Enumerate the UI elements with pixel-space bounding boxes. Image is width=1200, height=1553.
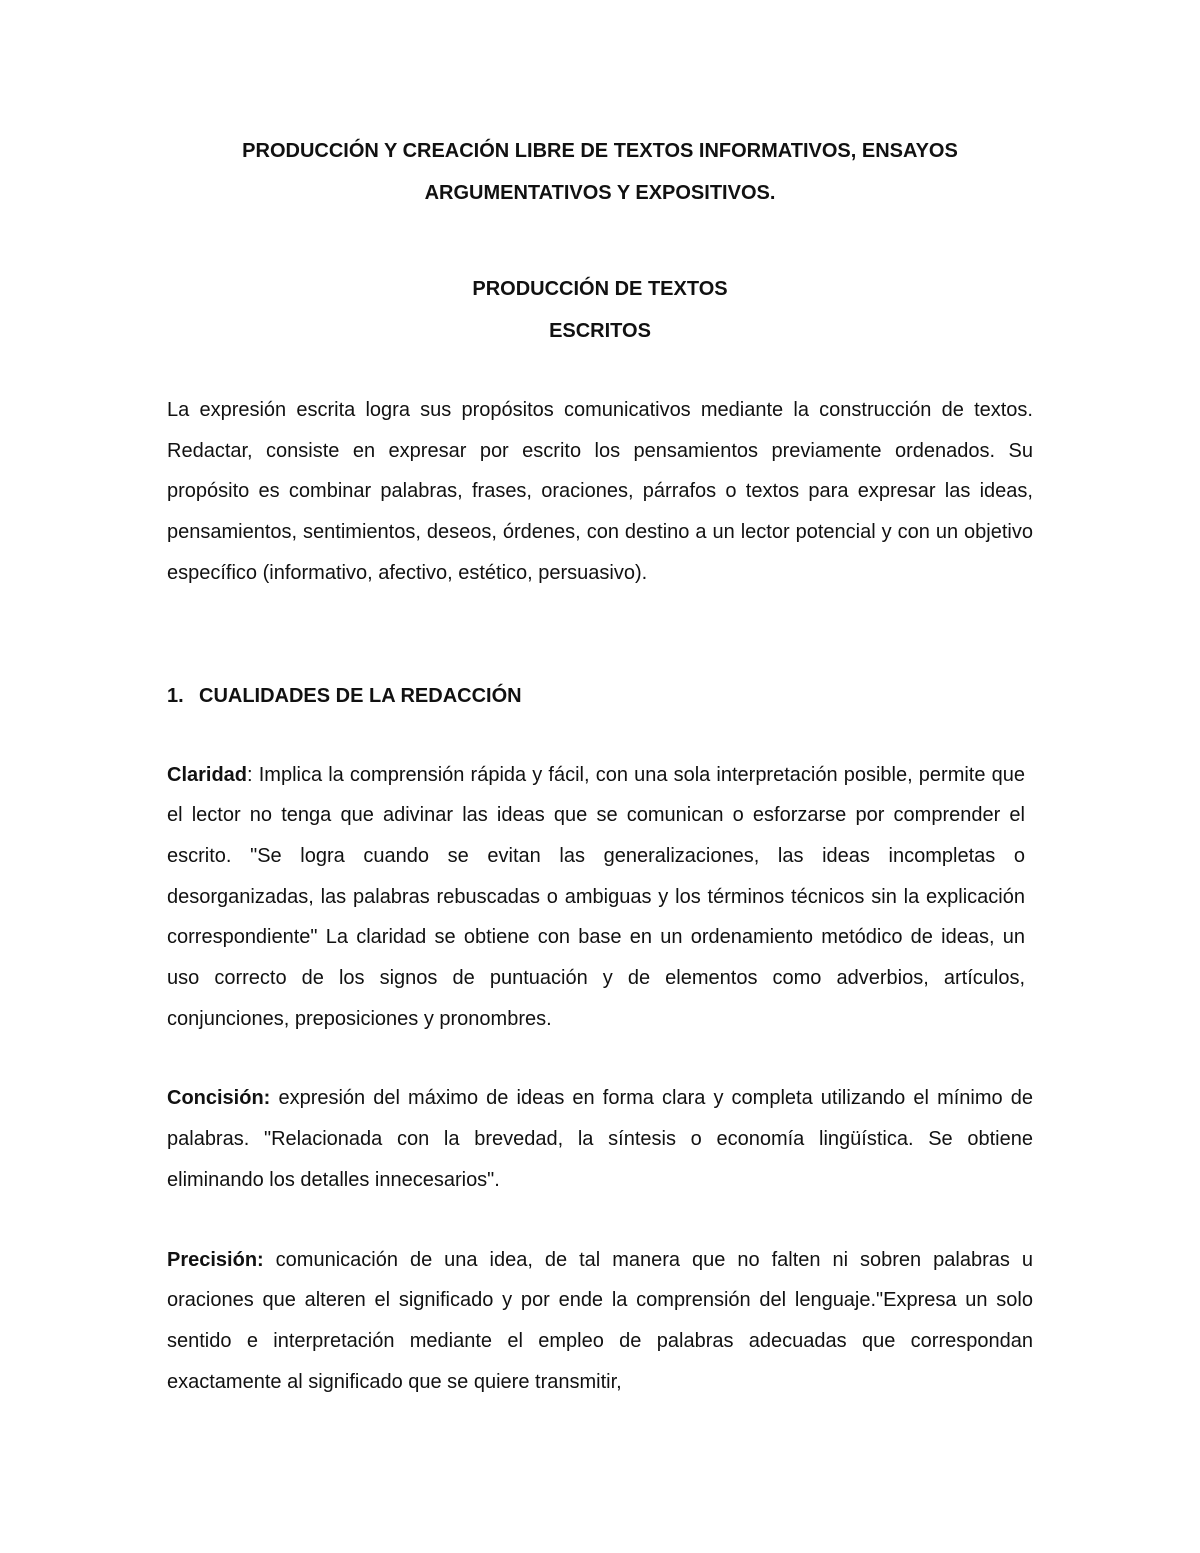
quality-term: Precisión:	[167, 1248, 264, 1271]
quality-text: expresión del máximo de ideas en forma clara y completa utilizando el mínimo de palabras. "Relacionada con la brevedad, la síntesis o economía lingüística. Se obtiene eliminando los detalles innecesarios".	[167, 1087, 1033, 1191]
section-number: 1.	[167, 684, 184, 707]
intro-paragraph: La expresión escrita logra sus propósitos comunicativos mediante la construcción de textos. Redactar, consiste en expresar por escrito los pensamientos previamente ordenados. Su propósito es combinar palabras, frases, oraciones, párrafos o textos para expresar las ideas, pensamientos, sentimientos, deseos, órdenes, con destino a un lector potencial y con un objetivo específico (informativo, afectivo, estético, persuasivo).	[167, 399, 1033, 584]
quality-text: Implica la comprensión rápida y fácil, con una sola interpretación posible, permite que el lector no tenga que adivinar las ideas que se comunican o esforzarse por comprender el escrito. "Se logra cuando se evitan las generalizaciones, las ideas incompletas o desorganizadas, las palabras rebuscadas o ambiguas y los términos técnicos sin la explicación correspondiente" La claridad se obtiene con base en un ordenamiento metódico de ideas, un uso correcto de los signos de puntuación y de elementos como adverbios, artículos, conjunciones, preposiciones y pronombres.	[167, 763, 1025, 1030]
document-title-line-2: ARGUMENTATIVOS Y EXPOSITIVOS.	[424, 182, 776, 204]
document-content	[167, 130, 1033, 1402]
section-heading	[167, 676, 1033, 716]
quality-paragraph-concision	[167, 1078, 1033, 1200]
quality-term: Concisión:	[167, 1087, 271, 1110]
document-subtitle	[167, 268, 1033, 352]
document-subtitle-line-2: ESCRITOS	[549, 320, 651, 342]
section-title: CUALIDADES DE LA REDACCIÓN	[199, 684, 522, 707]
quality-paragraph-claridad	[167, 755, 1025, 1040]
quality-term: Claridad	[167, 763, 248, 786]
document-subtitle-line-1: PRODUCCIÓN DE TEXTOS	[472, 278, 728, 300]
quality-text: comunicación de una idea, de tal manera que no falten ni sobren palabras u oraciones que alteren el significado y por ende la comprensión del lenguaje."Expresa un solo sentido e interpretación mediante el empleo de palabras adecuadas que correspondan exactamente al significado que se quiere transmitir,	[167, 1248, 1033, 1393]
document-title-line-1: PRODUCCIÓN Y CREACIÓN LIBRE DE TEXTOS INFORMATIVOS, ENSAYOS	[242, 140, 958, 162]
document-title	[167, 130, 1033, 214]
quality-paragraph-precision	[167, 1240, 1033, 1403]
quality-separator: :	[247, 763, 253, 786]
